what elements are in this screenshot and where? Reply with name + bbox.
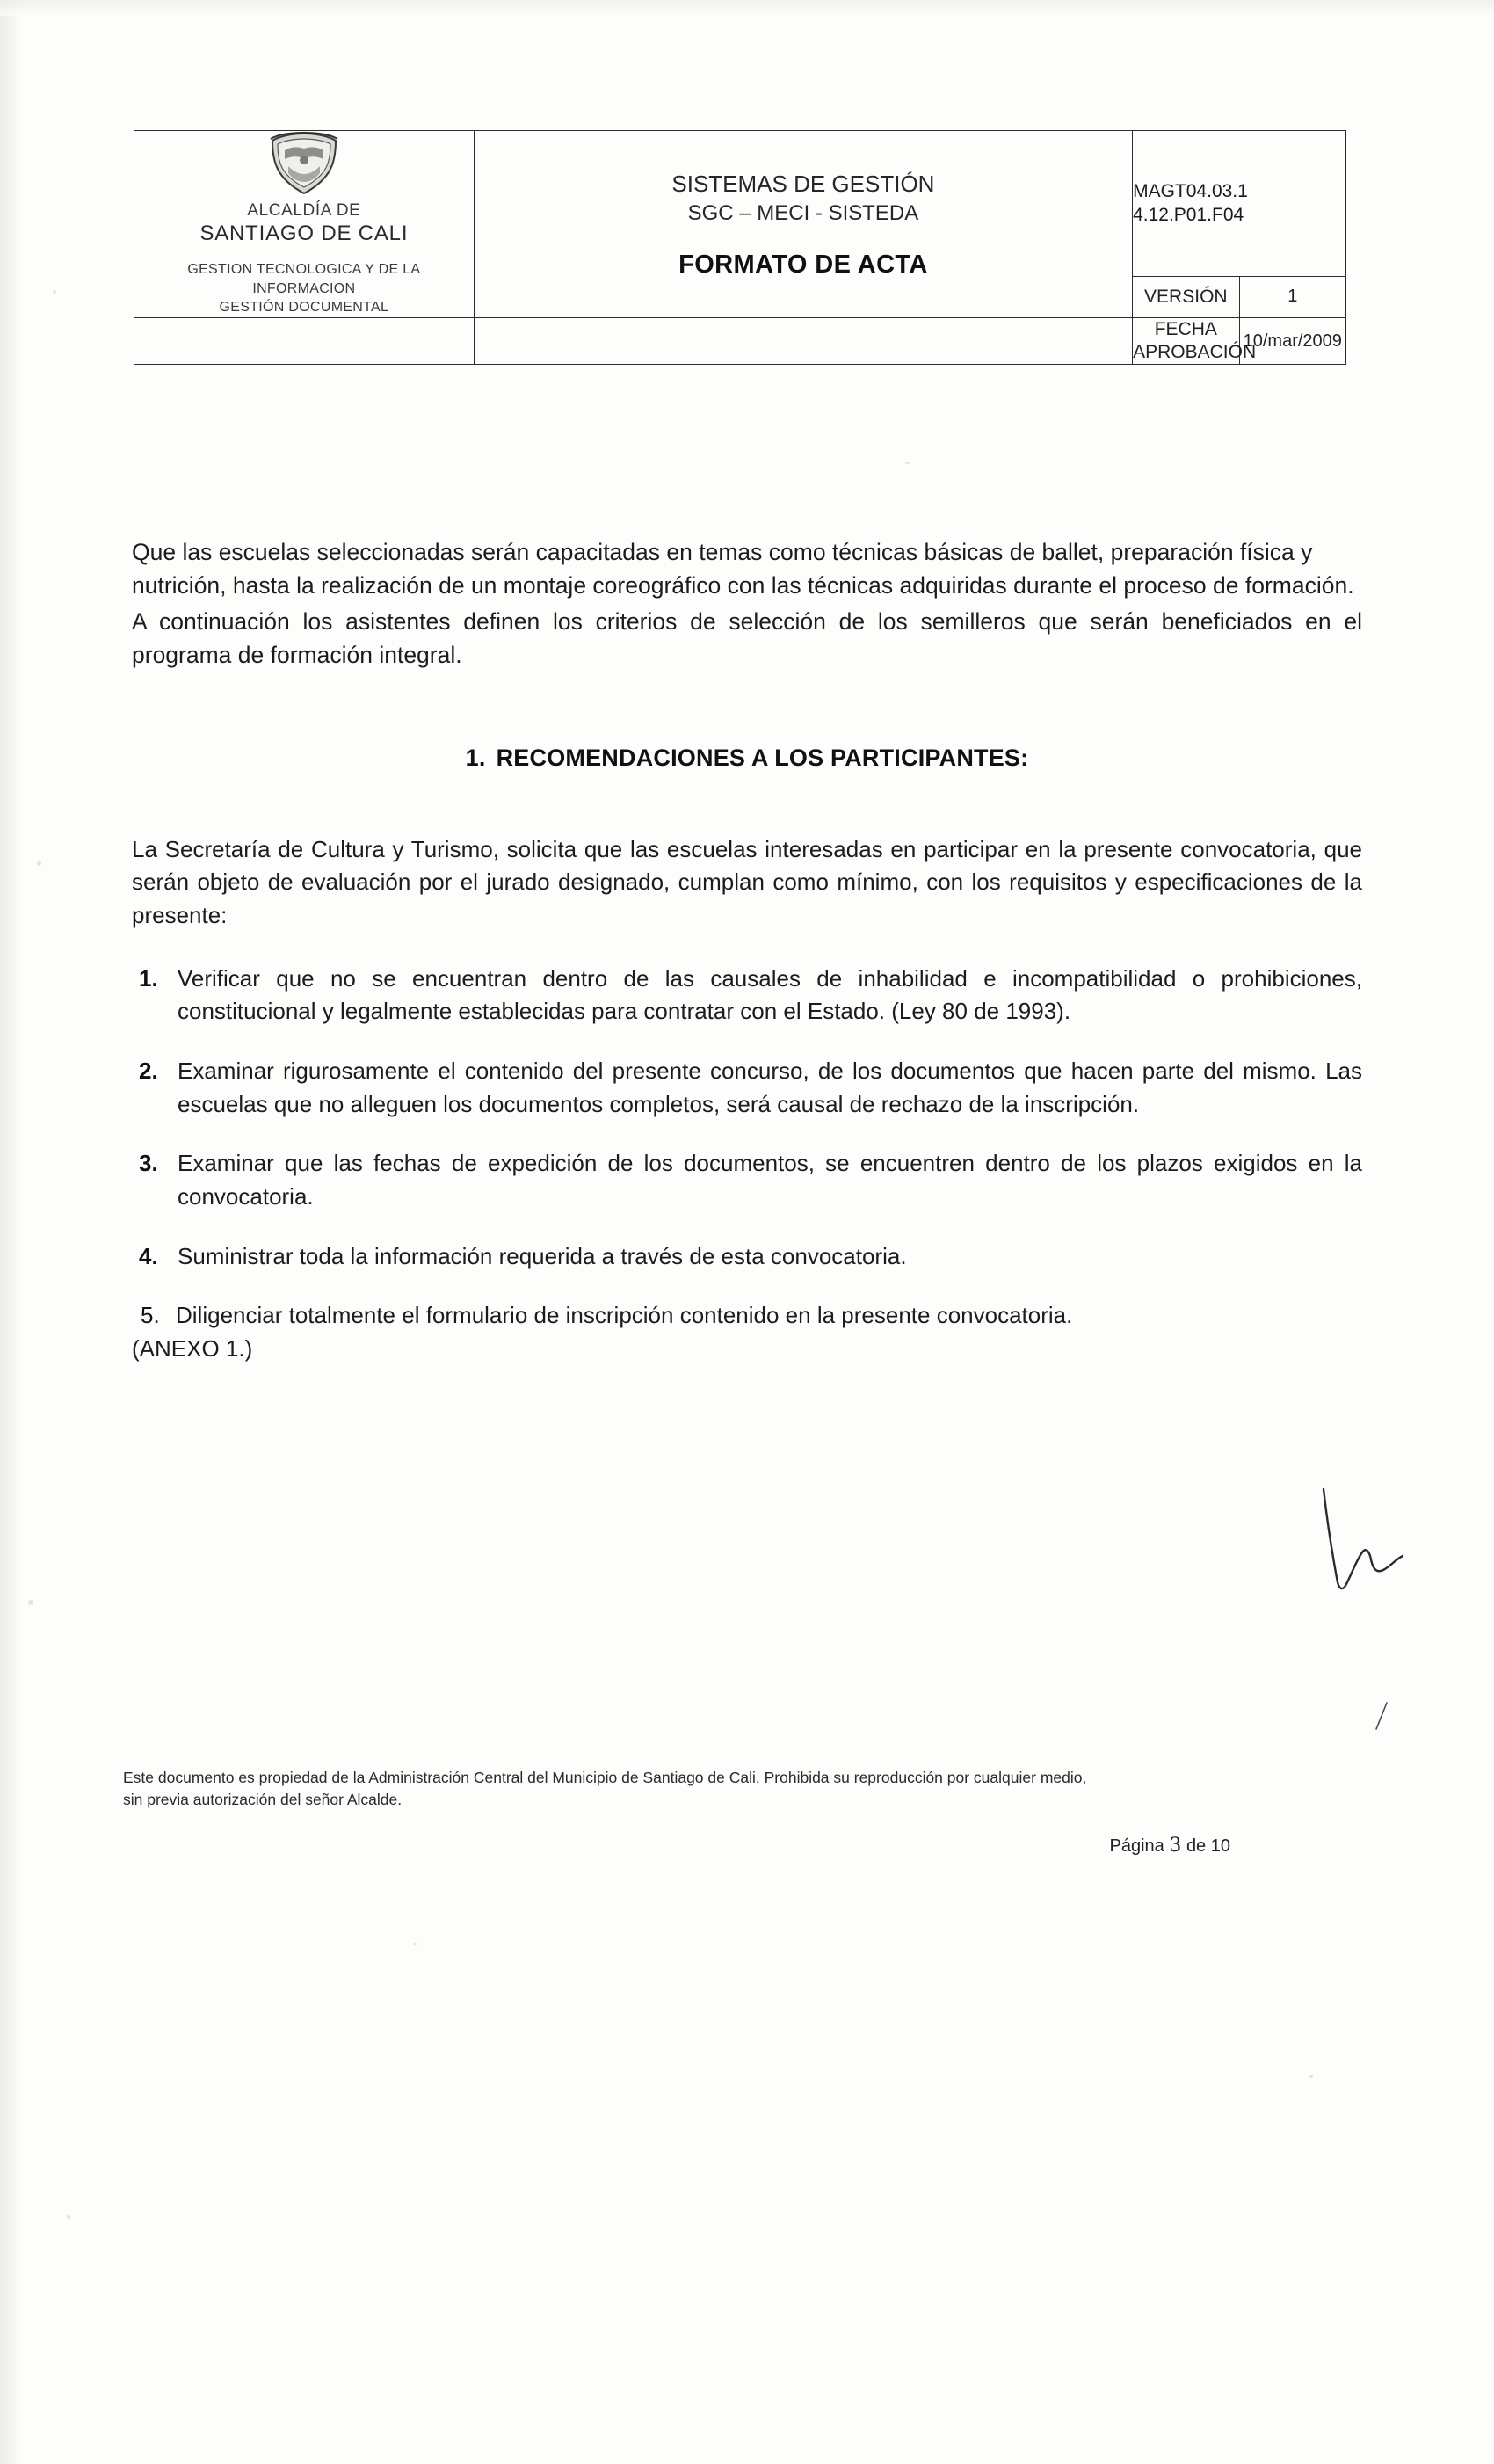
scan-speck <box>67 2215 70 2219</box>
list-item-text-second-line: (ANEXO 1.) <box>132 1335 253 1363</box>
list-item-marker: 1. <box>139 964 158 992</box>
scan-speck <box>28 1600 33 1605</box>
list-item-marker: 2. <box>139 1057 158 1084</box>
intro-paragraph: La Secretaría de Cultura y Turismo, solicita que las escuelas interesadas en participar en la presente convocatoria, que serán objeto de evaluación por el jurado designado, cumplan como mínimo, con los requisitos y especificaciones de la presente: <box>132 835 1362 928</box>
page-number: 3 <box>1169 1834 1182 1857</box>
scan-speck <box>1309 2075 1313 2078</box>
spacer <box>132 933 1362 963</box>
list-item-text: Examinar que las fechas de expedición de los documentos, se encuentren dentro de los plazos exigidos en la convocatoria. <box>178 1150 1362 1210</box>
header-cell-blank-mid <box>474 317 1132 365</box>
department-line-2: INFORMACION <box>252 280 356 296</box>
list-item-text: Verificar que no se encuentran dentro de las causales de inhabilidad e incompatibilidad o prohibiciones, constitucional y legalmente establecidas para contratar con el Estado. (Ley 80 de 1993). <box>178 964 1362 1025</box>
document-header-table <box>134 130 1346 365</box>
header-row-date <box>134 317 1346 365</box>
section-heading <box>132 745 1362 772</box>
header-row-main <box>134 131 1346 277</box>
department-line-1: GESTION TECNOLOGICA Y DE LA <box>187 262 421 277</box>
spacer <box>132 676 1362 745</box>
header-cell-code <box>1133 131 1346 277</box>
page-total: 10 <box>1210 1835 1230 1856</box>
footer-notice-line-2: sin previa autorización del señor Alcalde. <box>123 1791 403 1809</box>
list-item-marker: 5. <box>141 1302 160 1329</box>
list-item-text: Suministrar toda la información requerida a través de esta convocatoria. <box>178 1242 907 1269</box>
scan-speck <box>53 290 56 294</box>
scan-edge-shading-top <box>0 0 1494 16</box>
entity-line-2: SANTIAGO DE CALI <box>199 222 409 245</box>
code-line-2: 4.12.P01.F04 <box>1133 205 1244 226</box>
page-number-line <box>123 1835 1371 1857</box>
requirements-list <box>132 963 1362 1366</box>
paragraph-1: Que las escuelas seleccionadas serán capacitadas en temas como técnicas básicas de ballet, preparación física y nutrición, hasta la realización de un montaje coreográfico con las técnicas adquiridas durante el proceso de formación. <box>132 539 1354 599</box>
header-cell-blank-left <box>134 317 475 365</box>
list-item <box>132 1299 1362 1365</box>
list-item-marker: 4. <box>139 1242 158 1269</box>
handwritten-signature-mark <box>1311 1486 1417 1600</box>
footer-notice-line-1: Este documento es propiedad de la Administración Central del Municipio de Santiago de Cali. Prohibida su reproducción por cualquier medio, <box>123 1769 1087 1786</box>
stray-pen-mark <box>1373 1701 1390 1731</box>
page-middle: de <box>1186 1835 1207 1856</box>
section-title: RECOMENDACIONES A LOS PARTICIPANTES: <box>496 744 1029 771</box>
header-cell-entity <box>134 131 475 318</box>
list-item-text: Examinar rigurosamente el contenido del presente concurso, de los documentos que hacen parte del mismo. Las escuelas que no alleguen los documentos completos, será causal de rechazo de la inscripción. <box>178 1057 1362 1117</box>
code-line-1: MAGT04.03.1 <box>1133 181 1248 202</box>
list-item-text: Diligenciar totalmente el formulario de inscripción contenido en la presente convocatoria. <box>176 1302 1073 1329</box>
version-value: 1 <box>1239 276 1345 317</box>
coat-of-arms-icon <box>264 131 344 196</box>
approval-date-label <box>1133 317 1257 365</box>
header-cell-title <box>474 131 1132 318</box>
document-title: FORMATO DE ACTA <box>678 251 928 280</box>
list-item <box>132 963 1362 1028</box>
approval-date-label-line-2: APROBACIÓN <box>1133 342 1257 363</box>
spacer <box>132 772 1362 833</box>
scan-speck <box>37 861 41 866</box>
approval-date-label-line-1: FECHA <box>1154 318 1217 339</box>
list-item-marker: 3. <box>139 1150 158 1177</box>
department-line-3: GESTIÓN DOCUMENTAL <box>219 300 389 316</box>
approval-date-value: 10/mar/2009 <box>1239 317 1345 365</box>
department-block <box>134 260 474 317</box>
entity-line-1: ALCALDÍA DE <box>247 201 361 220</box>
list-item <box>132 1240 1362 1274</box>
system-line-2: SGC – MECI - SISTEDA <box>687 200 919 225</box>
document-body <box>132 536 1362 1392</box>
scan-edge-shading-left <box>0 0 23 2464</box>
document-footer <box>123 1767 1371 1857</box>
version-label: VERSIÓN <box>1133 276 1239 317</box>
section-number: 1. <box>465 744 486 771</box>
list-item <box>132 1055 1362 1121</box>
page-prefix: Página <box>1109 1835 1164 1856</box>
scan-speck <box>413 1943 417 1945</box>
scan-speck <box>905 462 910 464</box>
list-item <box>132 1147 1362 1213</box>
system-line-1: SISTEMAS DE GESTIÓN <box>671 170 935 197</box>
paragraph-2: A continuación los asistentes definen los criterios de selección de los semilleros que serán beneficiados en el programa de formación integral. <box>132 608 1362 668</box>
